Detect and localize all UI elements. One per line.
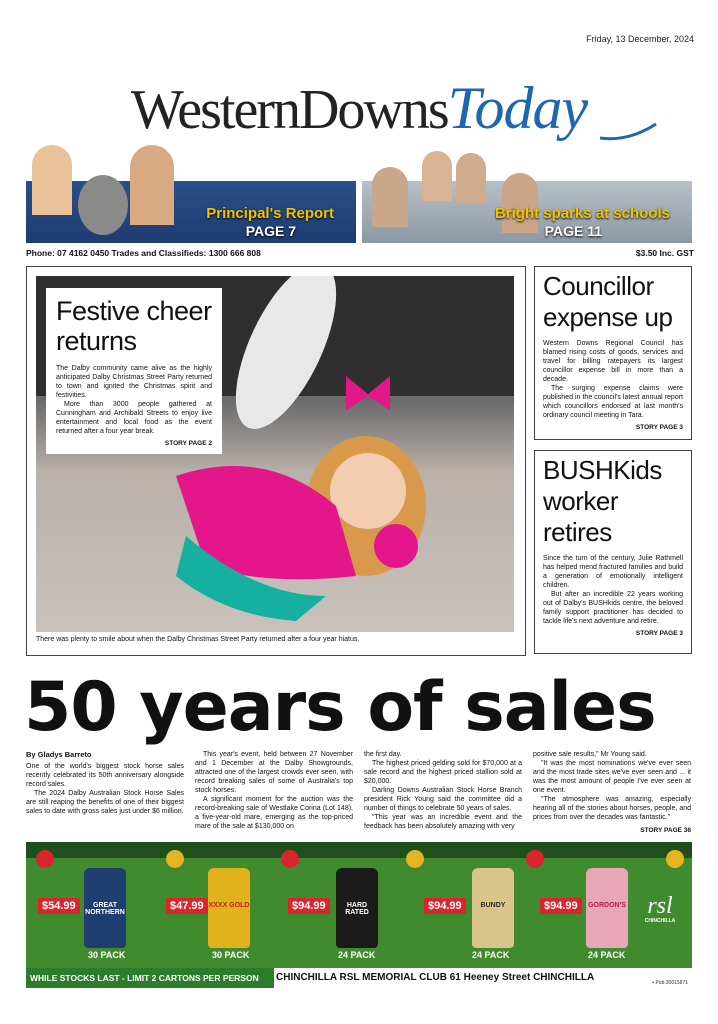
ornament-icon xyxy=(526,850,544,868)
story-headline xyxy=(543,455,683,548)
story-para: Western Downs Regional Council has blamed rising costs of goods, services and travel for billing ratepayers its largest councillor expense bill in more than a decade. xyxy=(543,340,683,383)
councillor-expense-story xyxy=(534,266,692,440)
bushkids-story xyxy=(534,450,692,654)
story-headline-line: Councillor xyxy=(543,271,654,301)
product-can xyxy=(208,868,250,948)
product-name: XXXX GOLD xyxy=(208,902,250,909)
masthead-western-downs: WesternDowns xyxy=(130,79,448,141)
ornament-icon xyxy=(281,850,299,868)
garland-decoration xyxy=(26,842,692,858)
product-name: GORDON'S xyxy=(588,902,626,909)
story-headline xyxy=(543,271,683,333)
story-para: But after an incredible 22 years working out of Dalby's BUSHkids centre, the beloved family support practitioner has decided to tackle life's next adventure and retire. xyxy=(543,591,683,625)
promo-child-photo-2 xyxy=(130,145,174,225)
product-name: BUNDY xyxy=(480,902,506,909)
ornament-icon xyxy=(166,850,184,868)
product-pack: 30 PACK xyxy=(212,950,250,960)
masthead-swoosh-icon xyxy=(598,120,658,142)
product-price: $54.99 xyxy=(38,898,80,914)
ornament-icon xyxy=(406,850,424,868)
rsl-logo xyxy=(634,894,686,924)
ad-reference: • Pub.30015871 xyxy=(652,980,688,986)
ad-conditions: WHILE STOCKS LAST - LIMIT 2 CARTONS PER PERSON xyxy=(26,968,274,988)
article-column-3 xyxy=(364,750,522,831)
article-column-4 xyxy=(533,750,691,835)
issue-date: Friday, 13 December, 2024 xyxy=(586,34,694,44)
article-para: The highest priced gelding sold for $70,000 at a sale record and the highest priced stallion sold at $20,000. xyxy=(364,760,522,785)
rsl-logo-sub: CHINCHILLA xyxy=(644,918,676,924)
lead-headline xyxy=(56,296,212,356)
promo-student-photo-3 xyxy=(456,153,486,203)
article-para: One of the world's biggest stock horse sales recently celebrated its 50th anniversary alongside record sales. xyxy=(26,763,184,788)
lead-headline-line: returns xyxy=(56,326,137,356)
promo-bright-sparks[interactable] xyxy=(362,145,692,243)
article-para: "This year was an incredible event and the feedback has been absolutely amazing with very xyxy=(364,814,522,830)
teddy-bear-photo xyxy=(78,175,128,235)
lead-text-box xyxy=(46,288,222,454)
article-para: The 2024 Dalby Australian Stock Horse Sales are still reaping the benefits of one of their biggest sales to date with gross sales just under $6 million. xyxy=(26,790,184,815)
article-para: A significant moment for the auction was the record-breaking sale of Westlake Corina (Lot 148), a five-year-old mare, emerging as the top-priced mare of the sale at $130,000 on xyxy=(195,796,353,830)
promo-principals-report[interactable] xyxy=(26,145,356,243)
story-link[interactable]: STORY PAGE 3 xyxy=(635,630,683,637)
promo-page: PAGE 11 xyxy=(544,223,602,239)
product-name: HARD RATED xyxy=(345,902,369,916)
cover-price: $3.50 Inc. GST xyxy=(635,248,694,258)
article-para: "The atmosphere was amazing, especially hearing all of the stories about horses, people, and prices from over the decades was fantastic." xyxy=(533,796,691,821)
product-name: GREAT NORTHERN xyxy=(85,902,125,916)
story-link[interactable]: STORY PAGE 3 xyxy=(635,424,683,431)
story-para: Since the turn of the century, Julie Rathmell has helped mend fractured families and build a generation of emotionally intelligent children. xyxy=(543,555,683,589)
product-can xyxy=(336,868,378,948)
product-price: $47.99 xyxy=(166,898,208,914)
ornament-icon xyxy=(36,850,54,868)
masthead-today: Today xyxy=(447,75,588,141)
product-price: $94.99 xyxy=(540,898,582,914)
promo-page: PAGE 7 xyxy=(245,223,296,239)
article-para: Darling Downs Australian Stock Horse Branch president Rick Young said the committee did a number of things to celebrate 50 years of sales. xyxy=(364,787,522,812)
byline: By Gladys Barreto xyxy=(26,750,92,759)
story-headline-line: retires xyxy=(543,517,612,547)
promo-student-photo-2 xyxy=(422,151,452,201)
product-pack: 24 PACK xyxy=(472,950,510,960)
article-para: This year's event, held between 27 November and 1 December at the Dalby Showgrounds, attracted one of the largest crowds ever seen, with record breaking sales of some of Australia's top stock horses. xyxy=(195,751,353,794)
story-para: The surging expense claims were published in the council's latest annual report which councillors endorsed at last month's ordinary council meeting in Tara. xyxy=(543,385,683,419)
story-link[interactable]: STORY PAGE 36 xyxy=(640,827,691,834)
product-can xyxy=(84,868,126,948)
story-headline-line: BUSHKids xyxy=(543,455,662,485)
lead-para: The Dalby community came alive as the highly anticipated Dalby Christmas Street Party returned to town and ignited the Christmas spirit and festivities. xyxy=(56,365,212,399)
article-column-1 xyxy=(26,750,184,816)
article-para: the first day. xyxy=(364,751,402,758)
product-price: $94.99 xyxy=(288,898,330,914)
story-link[interactable]: STORY PAGE 2 xyxy=(164,440,212,447)
main-headline: 50 years of sales xyxy=(24,668,656,747)
promo-title: Bright sparks at schools xyxy=(494,205,670,222)
promo-student-photo xyxy=(372,167,408,227)
story-headline-line: expense up xyxy=(543,302,673,332)
rsl-logo-mark: rsl xyxy=(647,893,673,919)
product-can xyxy=(472,868,514,948)
lead-para: More than 3000 people gathered at Cunningham and Archibald Streets to enjoy live entertainment and local food as the event returned after a four year break. xyxy=(56,401,212,435)
story-headline-line: worker xyxy=(543,486,619,516)
promo-title: Principal's Report xyxy=(206,205,334,222)
article-para: "It was the most nominations we've ever seen and the most trade sites we've ever seen and ... it was the most amount of people I've ever seen at one event. xyxy=(533,760,691,794)
promo-student-photo-4 xyxy=(502,173,538,233)
rsl-advertisement[interactable] xyxy=(26,842,692,988)
promo-child-photo xyxy=(32,145,72,215)
product-pack: 24 PACK xyxy=(588,950,626,960)
ornament-icon xyxy=(666,850,684,868)
contact-numbers: Phone: 07 4162 0450 Trades and Classifieds: 1300 666 808 xyxy=(26,248,261,258)
product-pack: 30 PACK xyxy=(88,950,126,960)
ad-footer xyxy=(26,968,692,988)
photo-caption: There was plenty to smile about when the Dalby Christmas Street Party returned after a four year hiatus. xyxy=(36,636,360,643)
lead-headline-line: Festive cheer xyxy=(56,296,212,326)
article-para: positive sale results," Mr Young said. xyxy=(533,751,647,758)
product-pack: 24 PACK xyxy=(338,950,376,960)
product-price: $94.99 xyxy=(424,898,466,914)
article-column-2 xyxy=(195,750,353,831)
product-can xyxy=(586,868,628,948)
ad-club-address: CHINCHILLA RSL MEMORIAL CLUB 61 Heeney Street CHINCHILLA xyxy=(276,972,595,983)
